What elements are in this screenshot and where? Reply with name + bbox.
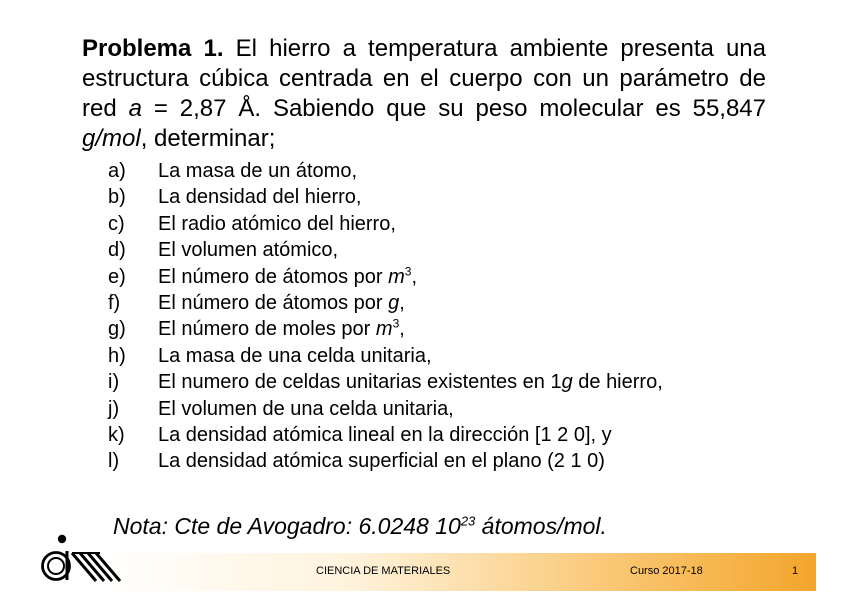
question-item xyxy=(108,264,663,290)
question-item xyxy=(108,184,663,210)
question-unit: g xyxy=(561,371,573,394)
question-item xyxy=(108,369,663,395)
question-label: c) xyxy=(108,212,125,235)
problem-statement xyxy=(82,34,766,154)
question-text: El volumen de una celda unitaria, xyxy=(158,397,454,420)
molar-mass-unit: g/mol xyxy=(82,125,141,152)
avogadro-note xyxy=(113,513,607,540)
question-unit: m xyxy=(375,318,393,341)
question-label: j) xyxy=(108,397,120,420)
page-number: 1 xyxy=(792,565,799,577)
footer-bar xyxy=(100,553,816,591)
question-text-pre: El número de átomos por xyxy=(158,265,389,288)
question-text: La densidad atómica superficial en el plano (2 1 0) xyxy=(158,450,605,473)
question-text xyxy=(158,369,663,395)
question-item xyxy=(108,422,663,448)
question-unit: g xyxy=(388,292,400,315)
question-text-post: , xyxy=(399,292,405,315)
question-text xyxy=(158,290,405,316)
question-item xyxy=(108,396,663,422)
question-text: La masa de un átomo, xyxy=(158,160,358,182)
question-label: d) xyxy=(108,239,126,262)
question-exponent: 3 xyxy=(404,263,412,278)
question-item xyxy=(108,211,663,237)
question-text-post: , xyxy=(411,265,418,288)
question-label: l) xyxy=(108,450,120,473)
question-label: i) xyxy=(108,371,120,394)
question-item xyxy=(108,448,663,474)
question-item xyxy=(108,158,663,184)
question-item xyxy=(108,290,663,316)
question-text: El volumen atómico, xyxy=(158,239,339,262)
problem-title: Problema 1. xyxy=(82,35,224,62)
dm-logo-icon xyxy=(36,531,128,587)
question-list xyxy=(108,158,663,475)
question-label: k) xyxy=(108,424,125,447)
question-label: a) xyxy=(108,160,126,182)
question-label: e) xyxy=(108,265,126,288)
question-item xyxy=(108,343,663,369)
question-text xyxy=(158,264,417,290)
question-text-pre: El número de moles por xyxy=(158,318,376,341)
problem-text-1: El hierro a temperatura ambiente presenta una estructura cúbica centrada en el cuerpo con un parámetro de red xyxy=(82,35,766,122)
note-unit: átomos/mol. xyxy=(475,513,607,539)
question-label: h) xyxy=(108,344,126,367)
question-text: La masa de una celda unitaria, xyxy=(158,344,432,367)
problem-text-2: = 2,87 Å. Sabiendo que su peso molecular es 55,847 xyxy=(141,95,767,122)
footer-course-name: CIENCIA DE MATERIALES xyxy=(316,565,451,577)
question-text: El radio atómico del hierro, xyxy=(158,212,396,235)
question-unit: m xyxy=(388,265,405,288)
question-text: La densidad del hierro, xyxy=(158,186,362,209)
question-item xyxy=(108,237,663,263)
note-exponent: 23 xyxy=(460,513,476,529)
question-exponent: 3 xyxy=(392,316,400,331)
question-label: g) xyxy=(108,318,126,341)
problem-text-3: , determinar; xyxy=(140,125,276,152)
lattice-parameter-symbol: a xyxy=(128,95,142,122)
footer-course-year: Curso 2017-18 xyxy=(630,565,703,577)
question-label: b) xyxy=(108,186,126,209)
question-text-pre: El numero de celdas unitarias existentes en 1 xyxy=(158,371,562,394)
question-text xyxy=(158,316,405,342)
question-text-pre: El número de átomos por xyxy=(158,292,389,315)
question-text-post: de hierro, xyxy=(572,371,663,394)
note-text: Nota: Cte de Avogadro: 6.0248 10 xyxy=(113,513,461,539)
question-label: f) xyxy=(108,292,121,315)
question-item xyxy=(108,316,663,342)
question-text-post: , xyxy=(399,318,405,341)
question-text: La densidad atómica lineal en la dirección [1 2 0], y xyxy=(158,424,612,447)
